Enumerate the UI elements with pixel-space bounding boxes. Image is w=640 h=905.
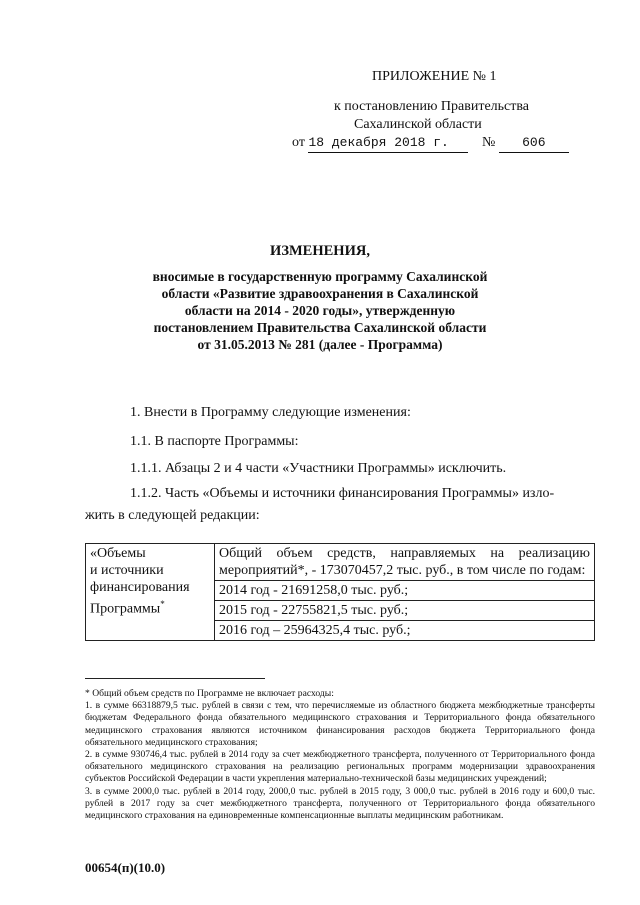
title-sub-5: от 31.05.2013 № 281 (далее - Программа) [197,337,443,352]
left-line-3: финансирования [90,580,190,595]
footnote-item-1: 1. в сумме 66318879,5 тыс. рублей в связи с тем, что перечисляемые из областного бюджета межбюджетные трансферты бюджетам Федерального фонда обязательного медицинского страхования и Территориального фонда обязательного медицинского страхования являются источником финансирования расходов бюджета Территориального фонда обязательного медицинского страхования; [85,700,595,748]
paragraph-1: 1. Внести в Программу следующие изменения: [130,405,411,420]
title-sub-4: постановлением Правительства Сахалинской области [153,320,487,335]
paragraph-1-1-2: 1.1.2. Часть «Объемы и источники финансирования Программы» изло- [130,486,555,501]
decree-date-line [292,134,569,153]
title-sub-3: области на 2014 - 2020 годы», утвержденную [184,303,456,318]
document-code: 00654(п)(10.0) [85,860,166,875]
paragraph-1-1-2-cont: жить в следующей редакции: [85,508,260,523]
table-total-cell: Общий объем средств, направляемых на реализацию мероприятий*, - 173070457,2 тыс. руб., в том числе по годам: [215,544,595,581]
footnote-item-2: 2. в сумме 930746,4 тыс. рублей в 2014 году за счет межбюджетного трансферта, полученного от Территориального фонда обязательного медицинского страхования на реализацию региональных программ модернизации здравоохранения субъектов Российской Федерации в части укрепления материально-технической базы медицинских учреждений; [85,749,595,785]
title-sub-2: области «Развитие здравоохранения в Сахалинской [161,286,479,301]
from-label: от [292,135,305,150]
paragraph-1-1-1: 1.1.1. Абзацы 2 и 4 части «Участники Программы» исключить. [130,461,507,476]
decree-date: 18 декабря 2018 г. [308,134,468,153]
document-title: ИЗМЕНЕНИЯ, [270,243,370,259]
header-line-2: Сахалинской области [354,117,482,132]
number-label: № [481,135,496,150]
financing-table [85,543,595,641]
table-row-2014: 2014 год - 21691258,0 тыс. руб.; [215,581,595,601]
left-line-4-text: Программы [90,601,161,617]
left-line-2: и источники [90,563,164,578]
table-left-cell [86,544,215,641]
footnote-mark: * [160,599,165,609]
table-row-2015: 2015 год - 22755821,5 тыс. руб.; [215,601,595,621]
paragraph-1-1: 1.1. В паспорте Программы: [130,434,299,449]
footnote-item-3: 3. в сумме 2000,0 тыс. рублей в 2014 году, 2000,0 тыс. рублей в 2015 году, 3 000,0 тыс. рублей в 2016 году и 600,0 тыс. рублей в 2017 году за счет межбюджетного трансферта, полученного от Территориального фонда обязательного медицинского страхования на единовременные компенсационные выплаты медицинским работникам. [85,785,595,822]
table-row-2016: 2016 год – 25964325,4 тыс. руб.; [215,621,595,641]
title-sub-1: вносимые в государственную программу Сахалинской [152,269,488,284]
footnote-intro: * Общий объем средств по Программе не включает расходы: [85,688,334,699]
footnote-block [85,688,595,822]
left-line-1: «Объемы [90,546,146,561]
left-line-4 [90,596,210,618]
appendix-label: ПРИЛОЖЕНИЕ № 1 [372,69,497,84]
header-line-1: к постановлению Правительства [334,99,530,114]
decree-number: 606 [499,134,569,153]
footnote-divider [85,678,265,679]
